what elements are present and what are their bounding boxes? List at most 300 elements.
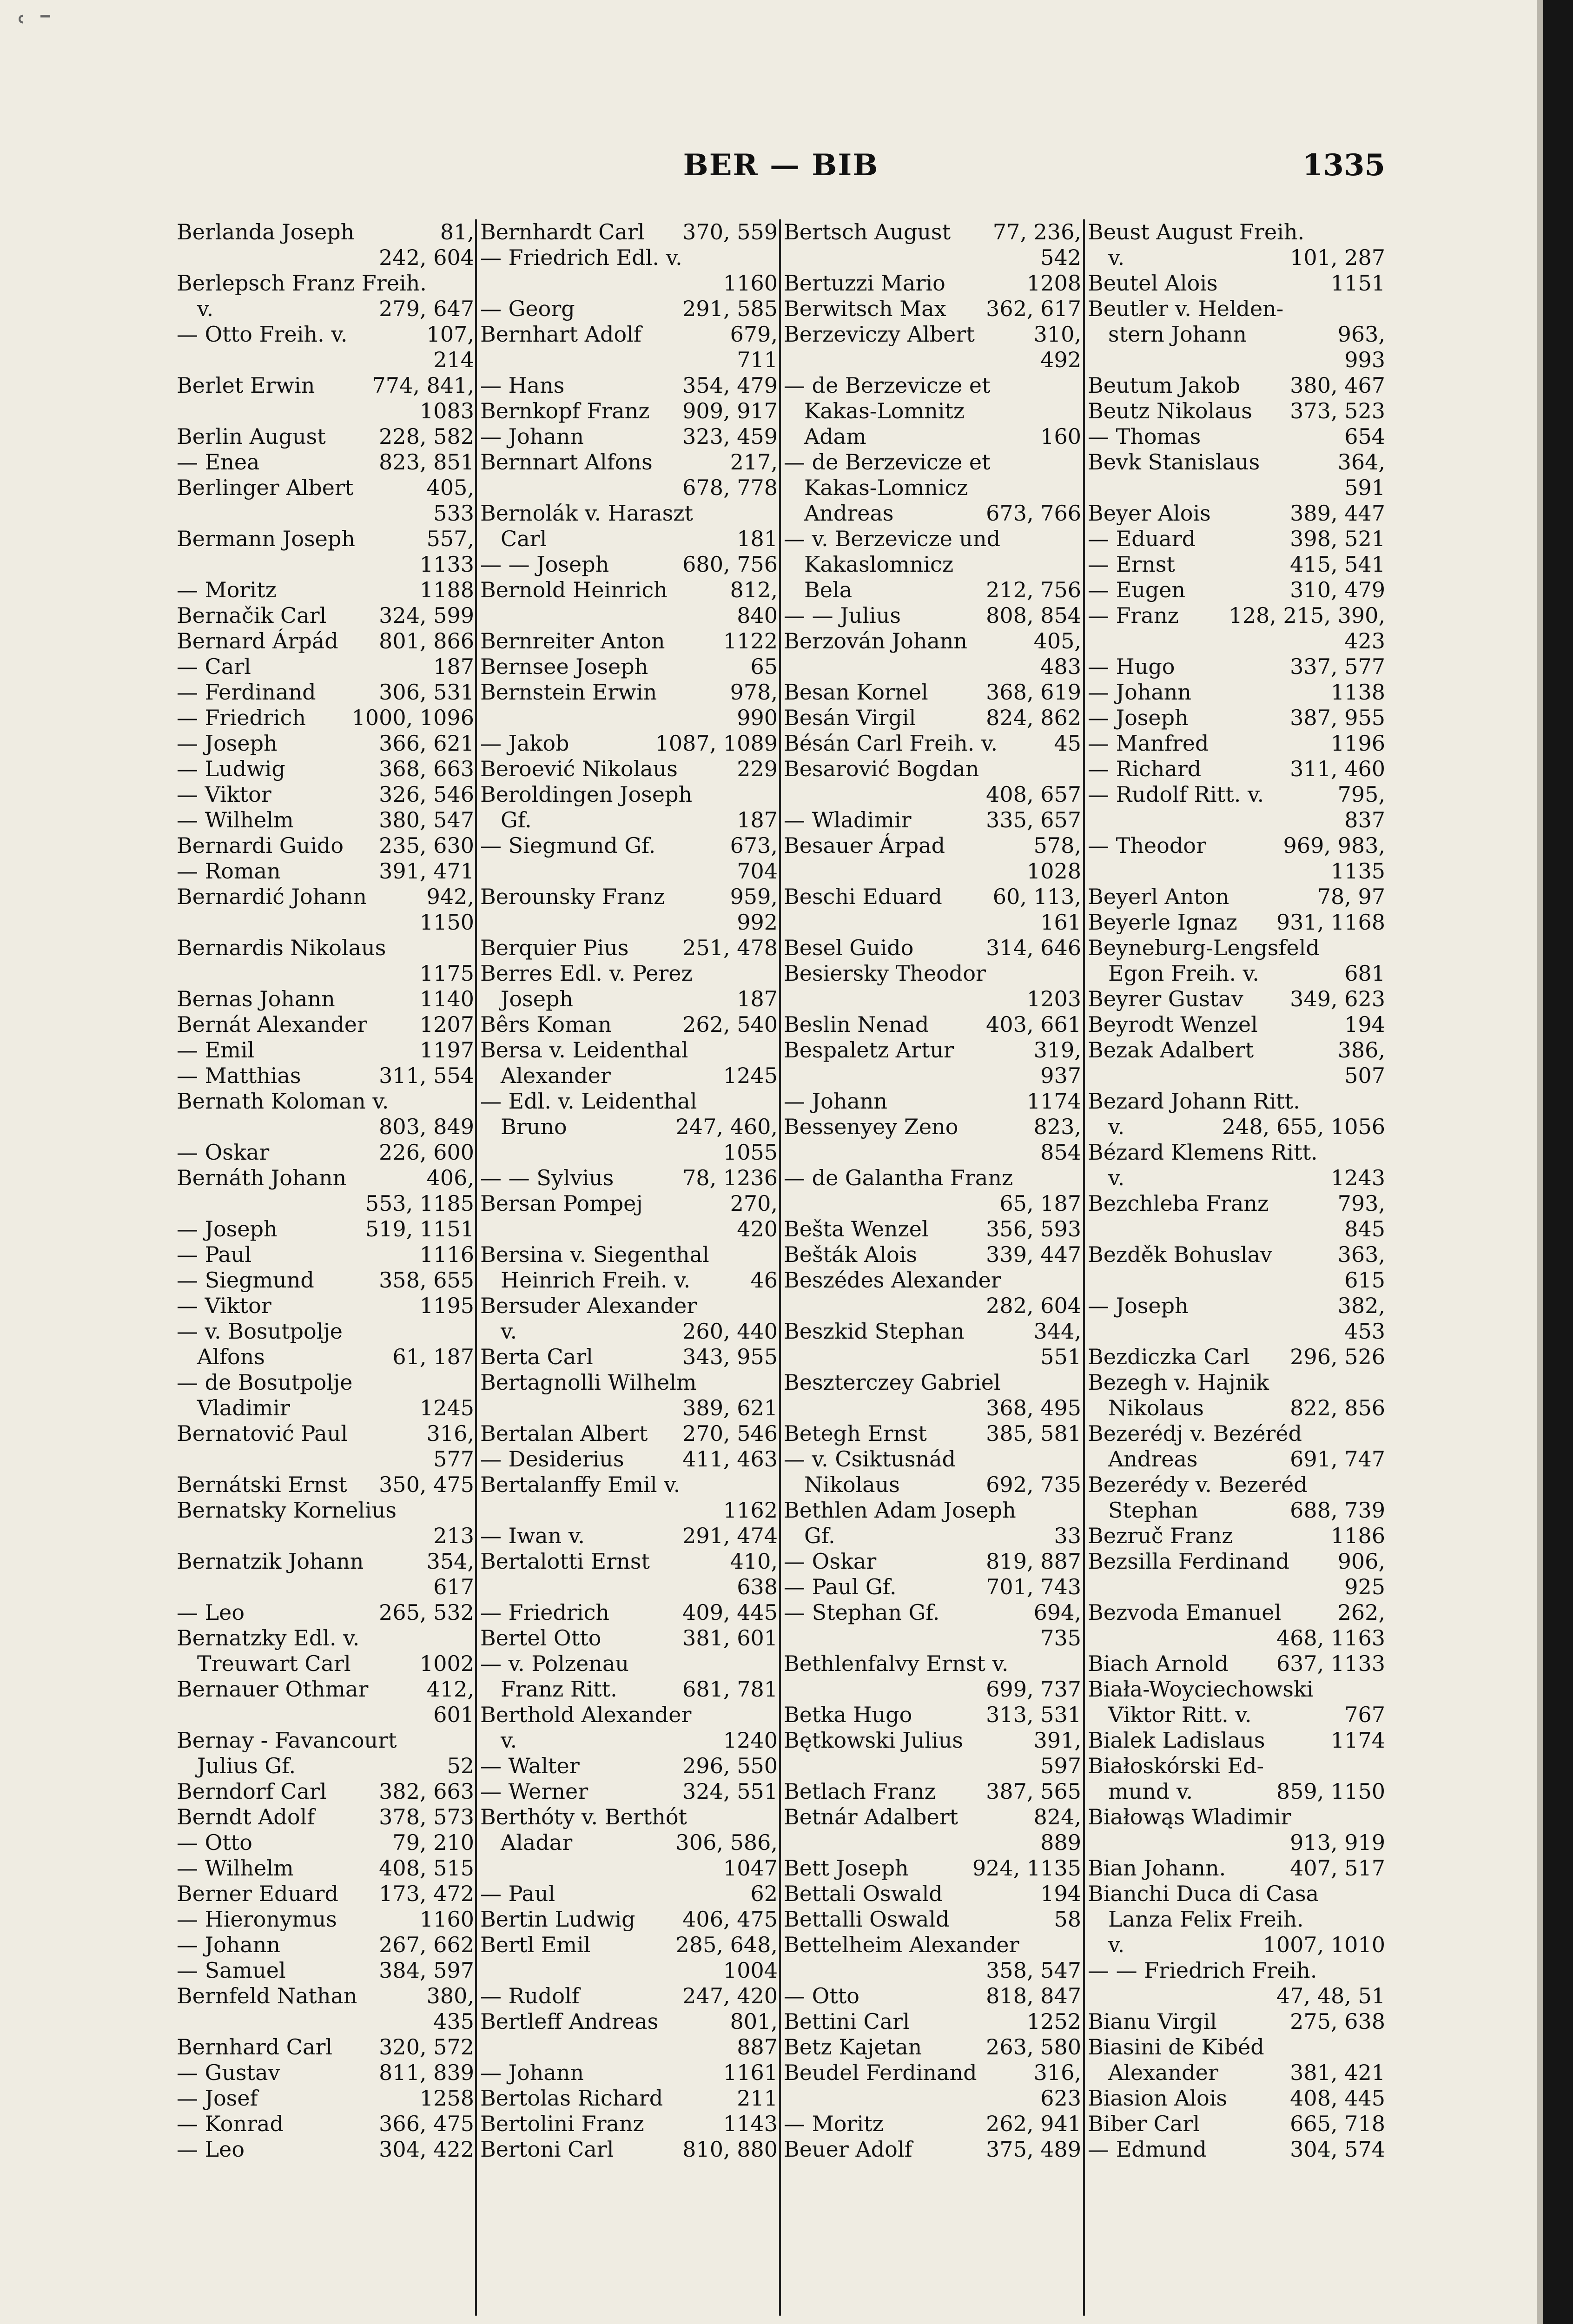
index-entry [480, 2137, 778, 2162]
entry-name: Bernáth Johann [177, 1165, 347, 1190]
index-entry [1088, 296, 1385, 373]
page-refs: 678, 778 [682, 475, 778, 500]
page-refs: 366, 475 [379, 2111, 474, 2136]
page-refs: 793, [1337, 1191, 1385, 1216]
page-refs: 77, 236, [992, 219, 1081, 244]
page-refs: 187 [433, 654, 474, 679]
page-refs: 623 [1040, 2086, 1081, 2111]
entry-name: Berndt Adolf [177, 1804, 315, 1829]
index-entry [784, 1983, 1081, 2009]
page-refs: 46 [750, 1268, 778, 1293]
entry-name: Bezruč Franz [1088, 1523, 1233, 1548]
page-refs: 387, 955 [1290, 705, 1385, 730]
entry-name: Bernačik Carl [177, 603, 327, 628]
page-refs: 270, [730, 1191, 778, 1216]
entry-name: — Friedrich [177, 705, 306, 730]
index-entry [1088, 1677, 1385, 1728]
page-refs: 694, [1033, 1600, 1081, 1625]
page-refs: 810, 880 [682, 2137, 778, 2162]
entry-name: Bezard Johann Ritt. [1088, 1089, 1300, 1114]
entry-name: — Enea [177, 449, 260, 475]
entry-name: — Moritz [177, 577, 277, 602]
entry-name: Bernath Koloman v. [177, 1089, 389, 1114]
page-refs: 1133 [419, 552, 474, 577]
index-entry [480, 1753, 778, 1779]
index-entry [177, 424, 474, 449]
entry-name: Berlinger Albert [177, 475, 354, 500]
index-entry [480, 782, 778, 833]
index-entry [1088, 1855, 1385, 1881]
page-refs: 364, [1337, 449, 1385, 475]
page-refs: 845 [1344, 1216, 1385, 1241]
entry-name: Berlepsch Franz Freih. [177, 271, 427, 296]
entry-name: — Johann [784, 1089, 888, 1114]
index-entry [480, 961, 778, 1012]
index-entry [1088, 2137, 1385, 2162]
index-entry [784, 1012, 1081, 1037]
entry-name: Biasini de Kibéd [1088, 2034, 1264, 2060]
page-refs: 1143 [723, 2111, 778, 2136]
index-entry [784, 2034, 1081, 2060]
entry-continuation: Egon Freih. v. [1108, 961, 1259, 986]
page-refs: 406, [426, 1165, 474, 1190]
entry-continuation: Adam [804, 424, 866, 449]
entry-name: — Johann [480, 424, 584, 449]
page-refs: 262, [1337, 1600, 1385, 1625]
entry-name: — Joseph [1088, 1293, 1189, 1318]
index-entry [784, 526, 1081, 603]
entry-name: Bernhart Adolf [480, 322, 641, 347]
index-entry [784, 935, 1081, 961]
index-entry [1088, 526, 1385, 552]
entry-name: Beuer Adolf [784, 2137, 912, 2162]
entry-name: Bézard Klemens Ritt. [1088, 1140, 1318, 1165]
entry-name: — Carl [177, 654, 251, 679]
page-refs: 323, 459 [682, 424, 778, 449]
entry-name: — Leo [177, 1600, 245, 1625]
entry-continuation: Bruno [501, 1114, 567, 1139]
page-refs: 680, 756 [682, 552, 778, 577]
entry-name: — Jakob [480, 731, 569, 756]
entry-name: Beszédes Alexander [784, 1268, 1001, 1293]
entry-name: Bersina v. Siegenthal [480, 1242, 709, 1267]
index-entry [784, 807, 1081, 833]
page-refs: 306, 586, [675, 1830, 778, 1855]
entry-continuation: Alexander [1108, 2060, 1218, 2085]
page-refs: 275, 638 [1290, 2009, 1385, 2034]
page-refs: 270, 546 [682, 1421, 778, 1446]
entry-continuation: v. [501, 1319, 517, 1344]
index-entry [784, 1728, 1081, 1779]
entry-name: — Edl. v. Leidenthal [480, 1089, 697, 1114]
index-entry [784, 1651, 1081, 1702]
index-entry [1088, 501, 1385, 526]
entry-name: Bian Johann. [1088, 1855, 1226, 1881]
page-refs: 1162 [723, 1498, 778, 1523]
page-refs: 1007, 1010 [1262, 1932, 1385, 1957]
index-entry [177, 577, 474, 603]
index-entry [1088, 449, 1385, 501]
page-refs: 990 [737, 705, 778, 730]
index-entry [784, 2060, 1081, 2111]
page-refs: 101, 287 [1290, 245, 1385, 270]
entry-name: Betlach Franz [784, 1779, 936, 1804]
page-refs: 335, 657 [986, 807, 1081, 832]
index-entry [1088, 1140, 1385, 1191]
entry-name: — Roman [177, 858, 281, 884]
page-refs: 959, [730, 884, 778, 909]
page-refs: 924, 1135 [972, 1855, 1081, 1881]
entry-name: — Moritz [784, 2111, 884, 2136]
index-entry [1088, 271, 1385, 296]
index-entry [1088, 1344, 1385, 1370]
entry-name: Bezak Adalbert [1088, 1037, 1254, 1063]
entry-name: — v. Polzenau [480, 1651, 629, 1676]
entry-name: — de Berzevicze et [784, 373, 991, 398]
index-entry [1088, 2009, 1385, 2034]
entry-name: — Joseph [177, 1216, 278, 1241]
entry-name: Bernfeld Nathan [177, 1983, 357, 2008]
index-entry [784, 603, 1081, 628]
page-refs: 1186 [1330, 1523, 1385, 1548]
index-entry [480, 2086, 778, 2111]
index-entry [177, 1498, 474, 1549]
page-refs: 887 [737, 2034, 778, 2060]
index-entry [480, 1779, 778, 1804]
entry-name: Bett Joseph [784, 1855, 909, 1881]
page-refs: 378, 573 [379, 1804, 474, 1829]
page-refs: 211 [737, 2086, 778, 2111]
page-refs: 366, 621 [379, 731, 474, 756]
index-entry [1088, 1293, 1385, 1344]
page-refs: 1087, 1089 [655, 731, 778, 756]
index-entry [177, 1370, 474, 1421]
index-column-2 [480, 219, 778, 2320]
index-entry [177, 219, 474, 271]
index-entry [784, 1907, 1081, 1932]
index-entry [480, 1932, 778, 1983]
index-entry [177, 1779, 474, 1804]
index-entry [177, 1037, 474, 1063]
index-entry [177, 1600, 474, 1625]
scan-page-shadow [1537, 0, 1543, 2324]
page-refs: 1161 [723, 2060, 778, 2085]
entry-name: Bertsch August [784, 219, 951, 244]
entry-continuation: Joseph [501, 986, 574, 1011]
index-column-3 [784, 219, 1081, 2320]
entry-name: Bezegh v. Hajnik [1088, 1370, 1269, 1395]
page-refs: 128, 215, 390, [1229, 603, 1385, 628]
entry-name: Bernstein Erwin [480, 680, 657, 705]
index-entry [177, 322, 474, 373]
index-entry [177, 1165, 474, 1216]
page-refs: 389, 621 [682, 1395, 778, 1420]
entry-name: Beszterczey Gabriel [784, 1370, 1001, 1395]
page-refs: 306, 531 [379, 680, 474, 705]
index-entry [177, 756, 474, 782]
index-entry [1088, 1804, 1385, 1855]
page-refs: 375, 489 [986, 2137, 1081, 2162]
entry-name: — Manfred [1088, 731, 1209, 756]
entry-name: Bettalli Oswald [784, 1907, 950, 1932]
entry-name: Beudel Ferdinand [784, 2060, 977, 2085]
page-refs: 1002 [419, 1651, 474, 1676]
index-entry [177, 449, 474, 475]
page-refs: 774, 841, [372, 373, 474, 398]
page-refs: 285, 648, [675, 1932, 778, 1957]
index-entry [1088, 1472, 1385, 1523]
index-entry [784, 1702, 1081, 1728]
entry-name: — de Galantha Franz [784, 1165, 1013, 1190]
index-entry [177, 858, 474, 884]
entry-name: Bespaletz Artur [784, 1037, 954, 1063]
page-refs: 615 [1344, 1268, 1385, 1293]
entry-name: Bernatzky Edl. v. [177, 1625, 360, 1651]
index-entry [1088, 577, 1385, 603]
entry-continuation: stern Johann [1108, 322, 1247, 347]
entry-name: Biała-Woyciechowski [1088, 1677, 1314, 1702]
page-refs: 435 [433, 2009, 474, 2034]
page-refs: 553, 1185 [365, 1191, 474, 1216]
entry-name: — Otto [177, 1830, 252, 1855]
page-refs: 1196 [1330, 731, 1385, 756]
entry-name: Bernard Árpád [177, 628, 338, 654]
index-entry [480, 654, 778, 680]
index-entry [177, 884, 474, 935]
page-refs: 811, 839 [379, 2060, 474, 2085]
entry-name: — Friedrich [480, 1600, 609, 1625]
index-entry [480, 1191, 778, 1242]
index-entry [480, 398, 778, 424]
entry-name: — Franz [1088, 603, 1179, 628]
index-entry [177, 1958, 474, 1983]
entry-name: Berlanda Joseph [177, 219, 355, 244]
page-refs: 1207 [419, 1012, 474, 1037]
page-refs: 403, 661 [986, 1012, 1081, 1037]
header-range: BER — BIB [683, 148, 879, 183]
entry-name: Betegh Ernst [784, 1421, 927, 1446]
page-refs: 398, 521 [1290, 526, 1385, 551]
entry-name: Bernsee Joseph [480, 654, 648, 679]
entry-name: Bettini Carl [784, 2009, 910, 2034]
entry-name: Berzován Johann [784, 628, 968, 654]
page-refs: 551 [1040, 1344, 1081, 1369]
page-refs: 235, 630 [379, 833, 474, 858]
entry-name: Beyerle Ignaz [1088, 910, 1237, 935]
page-refs: 370, 559 [682, 219, 778, 244]
entry-name: Beyer Alois [1088, 501, 1211, 526]
page-refs: 350, 475 [379, 1472, 474, 1497]
page-refs: 194 [1040, 1881, 1081, 1906]
index-entry [177, 1728, 474, 1779]
entry-name: Bernay - Favancourt [177, 1728, 397, 1753]
page-refs: 382, [1337, 1293, 1385, 1318]
page-refs: 354, 479 [682, 373, 778, 398]
entry-name: — de Berzevicze et [784, 449, 991, 475]
index-entry [1088, 1728, 1385, 1753]
index-entry [177, 1907, 474, 1932]
entry-name: Berres Edl. v. Perez [480, 961, 693, 986]
index-entry [480, 1600, 778, 1625]
index-entry [1088, 1089, 1385, 1140]
page-refs: 1175 [419, 961, 474, 986]
entry-continuation: mund v. [1108, 1779, 1193, 1804]
entry-name: — Werner [480, 1779, 588, 1804]
entry-name: Beroldingen Joseph [480, 782, 693, 807]
entry-name: Bernas Johann [177, 986, 335, 1011]
page-refs: 1252 [1026, 2009, 1081, 2034]
entry-name: — Hugo [1088, 654, 1175, 679]
page-refs: 1174 [1026, 1089, 1081, 1114]
page-refs: 368, 663 [379, 756, 474, 781]
entry-name: Bettelheim Alexander [784, 1932, 1019, 1957]
page-refs: 673, 766 [986, 501, 1081, 526]
entry-name: Białowąs Wladimir [1088, 1804, 1291, 1829]
index-entry [177, 475, 474, 526]
page-refs: 801, 866 [379, 628, 474, 654]
entry-name: — Hans [480, 373, 565, 398]
index-entry [480, 296, 778, 322]
page-refs: 380, 467 [1290, 373, 1385, 398]
entry-name: — Leo [177, 2137, 245, 2162]
entry-name: Beszkid Stephan [784, 1319, 965, 1344]
index-entry [1088, 1600, 1385, 1651]
entry-name: Beslin Nenad [784, 1012, 929, 1037]
page-refs: 65, 187 [999, 1191, 1081, 1216]
entry-name: — de Bosutpolje [177, 1370, 353, 1395]
page-refs: 410, [730, 1549, 778, 1574]
page-refs: 931, 1168 [1276, 910, 1385, 935]
page-refs: 62 [750, 1881, 778, 1906]
entry-name: Bernatsky Kornelius [177, 1498, 397, 1523]
index-entry [177, 628, 474, 654]
entry-name: Bernkopf Franz [480, 398, 650, 423]
entry-continuation: Bela [804, 577, 853, 602]
page-refs: 1197 [419, 1037, 474, 1063]
page-refs: 181 [737, 526, 778, 551]
entry-name: — Iwan v. [480, 1523, 585, 1548]
index-entry [1088, 373, 1385, 398]
page-refs: 229 [737, 756, 778, 781]
entry-name: — Wilhelm [177, 807, 294, 832]
page-refs: 324, 599 [379, 603, 474, 628]
page-refs: 937 [1040, 1063, 1081, 1088]
index-entry [177, 1677, 474, 1728]
page-refs: 557, [426, 526, 474, 551]
index-entry [480, 628, 778, 654]
index-entry [480, 1037, 778, 1089]
page-refs: 262, 540 [682, 1012, 778, 1037]
index-entry [480, 2111, 778, 2137]
entry-name: Bernardi Guido [177, 833, 344, 858]
page-refs: 296, 550 [682, 1753, 778, 1778]
page-refs: 837 [1344, 807, 1385, 832]
page-refs: 408, 515 [379, 1855, 474, 1881]
index-entry [480, 1702, 778, 1753]
entry-name: Biber Carl [1088, 2111, 1200, 2136]
entry-name: — Siegmund [177, 1268, 314, 1293]
page-refs: 405, [1033, 628, 1081, 654]
column-rule [1083, 219, 1085, 2316]
entry-name: — Wilhelm [177, 1855, 294, 1881]
page-refs: 1000, 1096 [351, 705, 474, 730]
entry-name: Bertalanffy Emil v. [480, 1472, 681, 1497]
entry-name: — Paul [177, 1242, 252, 1267]
page-refs: 161 [1040, 910, 1081, 935]
index-entry [177, 1319, 474, 1370]
entry-name: Bethlen Adam Joseph [784, 1498, 1016, 1523]
entry-name: Beutz Nikolaus [1088, 398, 1252, 423]
page-refs: 407, 517 [1290, 1855, 1385, 1881]
page-refs: 822, 856 [1290, 1395, 1385, 1420]
entry-name: — — Joseph [480, 552, 609, 577]
page-refs: 591 [1344, 475, 1385, 500]
page-refs: 507 [1344, 1063, 1385, 1088]
index-entry [177, 1830, 474, 1855]
entry-continuation: Heinrich Freih. v. [501, 1268, 691, 1293]
entry-name: — Samuel [177, 1958, 286, 1983]
index-entry [177, 1089, 474, 1140]
page-refs: 194 [1344, 1012, 1385, 1037]
entry-name: Berta Carl [480, 1344, 593, 1369]
index-entry [784, 373, 1081, 449]
page-refs: 409, 445 [682, 1600, 778, 1625]
index-entry [1088, 1753, 1385, 1804]
entry-name: Bessenyey Zeno [784, 1114, 958, 1139]
index-entry [480, 833, 778, 884]
entry-name: Bešta Wenzel [784, 1216, 929, 1241]
index-entry [480, 1370, 778, 1421]
page-refs: 160 [1040, 424, 1081, 449]
entry-name: Betnár Adalbert [784, 1804, 958, 1829]
page-refs: 795, [1337, 782, 1385, 807]
index-entry [1088, 833, 1385, 884]
index-entry [784, 296, 1081, 322]
entry-name: Bezchleba Franz [1088, 1191, 1269, 1216]
index-entry [177, 1881, 474, 1907]
page-refs: 381, 421 [1290, 2060, 1385, 2085]
page-refs: 391, [1033, 1728, 1081, 1753]
entry-name: Biasion Alois [1088, 2086, 1228, 2111]
index-entry [1088, 1037, 1385, 1089]
page-refs: 638 [737, 1574, 778, 1599]
entry-name: Berthóty v. Berthót [480, 1804, 687, 1829]
entry-name: Bersan Pompej [480, 1191, 643, 1216]
index-entry [784, 1779, 1081, 1804]
entry-name: Biach Arnold [1088, 1651, 1229, 1676]
index-entry [177, 2060, 474, 2086]
index-entry [177, 603, 474, 628]
index-entry [1088, 986, 1385, 1012]
entry-continuation: v. [1108, 245, 1125, 270]
index-entry [480, 501, 778, 552]
entry-name: Bertleff Andreas [480, 2009, 659, 2034]
entry-name: Beust August Freih. [1088, 219, 1305, 244]
index-entry [784, 1600, 1081, 1651]
index-entry [177, 680, 474, 705]
page-refs: 681 [1344, 961, 1385, 986]
entry-name: Bersuder Alexander [480, 1293, 697, 1318]
page-refs: 304, 422 [379, 2137, 474, 2162]
page-refs: 803, 849 [379, 1114, 474, 1139]
index-entry [480, 1242, 778, 1293]
index-entry [784, 680, 1081, 705]
page-refs: 405, [426, 475, 474, 500]
index-entry [784, 884, 1081, 935]
page-refs: 906, [1337, 1549, 1385, 1574]
entry-name: — Paul Gf. [784, 1574, 897, 1599]
entry-name: Beyrodt Wenzel [1088, 1012, 1258, 1037]
